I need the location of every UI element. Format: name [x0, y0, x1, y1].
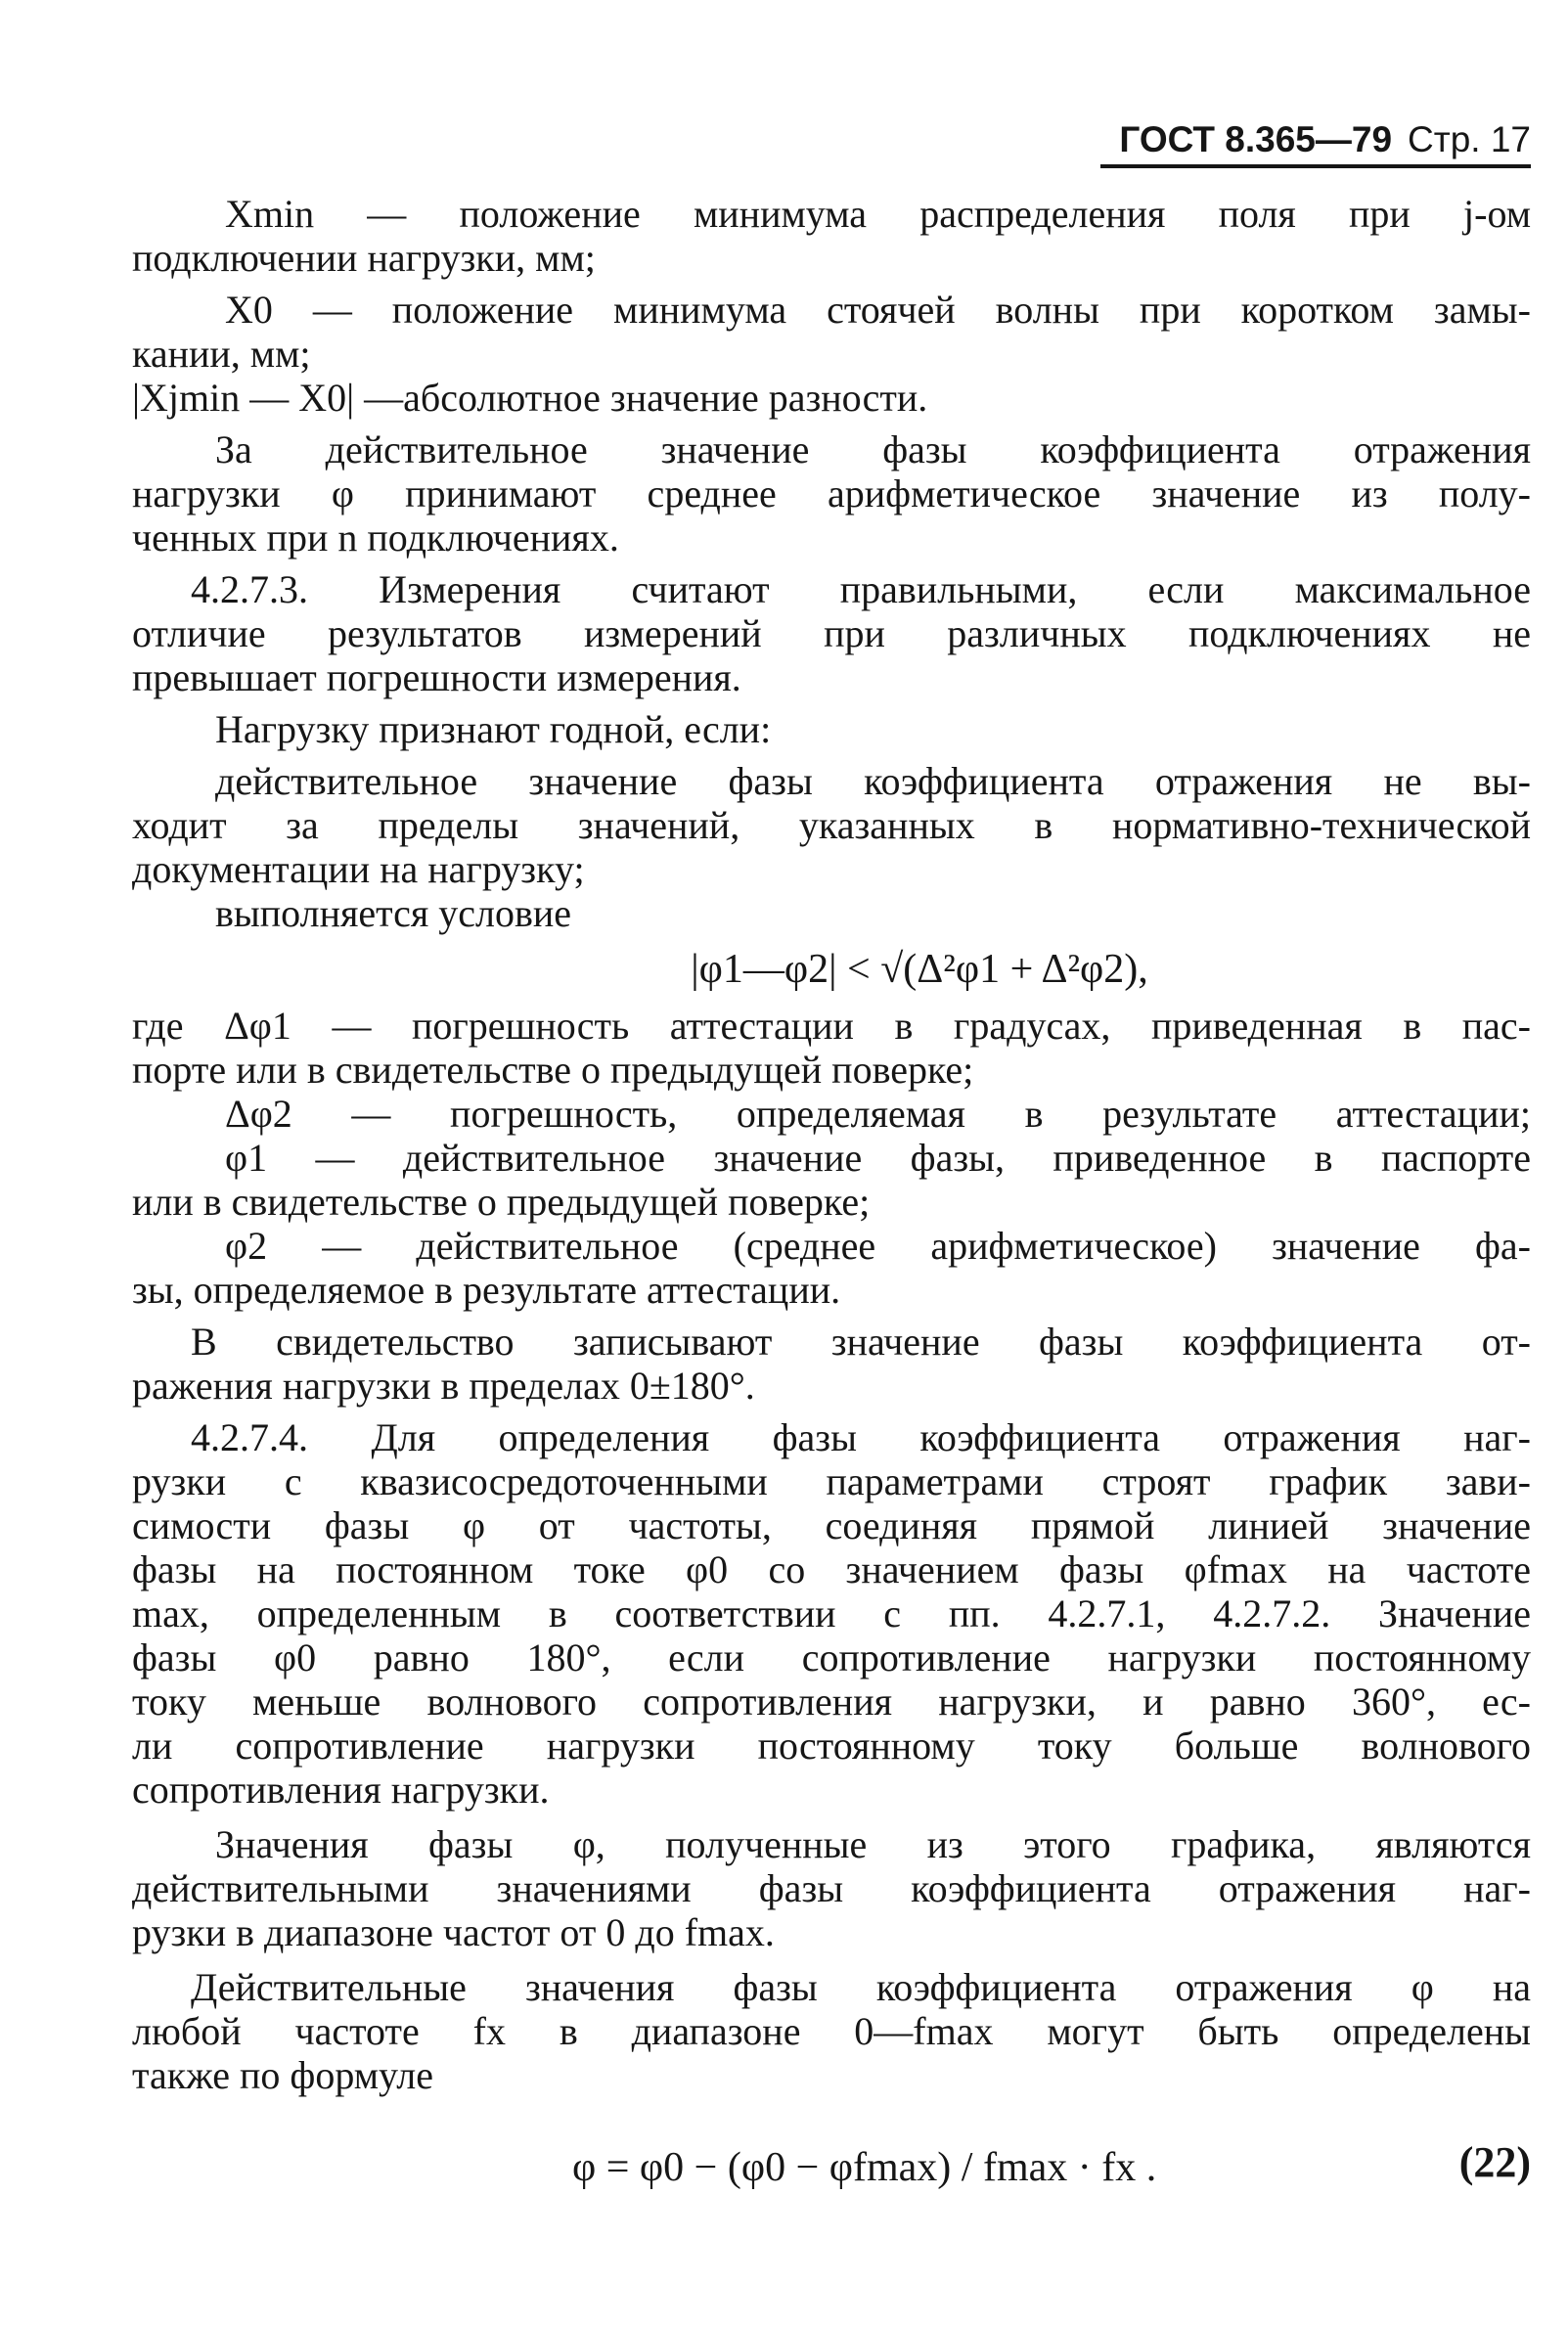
text-line: фазы φ0 равно 180°, если сопротивление нагрузки постоянному	[132, 1635, 1531, 1680]
text-line: X0 — положение минимума стоячей волны при коротком замы-	[225, 288, 1531, 332]
text-line: нагрузки φ принимают среднее арифметическое значение из полу-	[132, 471, 1531, 515]
text-line: документации на нагрузку;	[132, 847, 585, 891]
formula-22-expression: φ = φ0 − (φ0 − φfmax) / fmax · fx .	[572, 2145, 1157, 2190]
text-line: max, определенным в соответствии с пп. 4.2.7.1, 4.2.7.2. Значение	[132, 1591, 1531, 1635]
text-line: фазы на постоянном токе φ0 со значением фазы φfmax на частоте	[132, 1547, 1531, 1591]
standard-number: ГОСТ 8.365—79	[1119, 119, 1393, 159]
formula-22	[132, 2119, 1531, 2217]
text-line: выполняется условие	[215, 891, 572, 935]
text-line: φ2 — действительное (среднее арифметическое) значение фа-	[225, 1224, 1531, 1268]
text-line: где Δφ1 — погрешность аттестации в градусах, приведенная в пас-	[132, 1004, 1531, 1048]
text-line: Действительные значения фазы коэффициента отражения φ на	[191, 1965, 1531, 2009]
text-line: симости фазы φ от частоты, соединяя прямой линией значение	[132, 1503, 1531, 1547]
text-line: току меньше волнового сопротивления нагрузки, и равно 360°, ес-	[132, 1680, 1531, 1724]
text-line: ходит за пределы значений, указанных в нормативно-технической	[132, 803, 1531, 847]
text-line: отличие результатов измерений при различных подключениях не	[132, 611, 1531, 655]
text-line: За действительное значение фазы коэффициента отражения	[215, 427, 1531, 471]
text-line: |Xjmin — X0| —абсолютное значение разности.	[132, 376, 928, 420]
formula-number: (22)	[1458, 2138, 1531, 2186]
text-line: порте или в свидетельстве о предыдущей поверке;	[132, 1048, 974, 1092]
text-line: Δφ2 — погрешность, определяемая в результате аттестации;	[225, 1092, 1531, 1136]
text-line: ли сопротивление нагрузки постоянному току больше волнового	[132, 1724, 1531, 1768]
text-line: зы, определяемое в результате аттестации.	[132, 1268, 841, 1312]
text-line: φ1 — действительное значение фазы, приведенное в паспорте	[225, 1136, 1531, 1180]
text-line: 4.2.7.3. Измерения считают правильными, если максимальное	[191, 567, 1531, 611]
text-line: В свидетельство записывают значение фазы коэффициента от-	[191, 1320, 1531, 1364]
text-line: 4.2.7.4. Для определения фазы коэффициента отражения наг-	[191, 1415, 1531, 1459]
condition-formula: |φ1—φ2| < √(Δ²φ1 + Δ²φ2),	[691, 947, 1148, 992]
text-line: действительное значение фазы коэффициента отражения не вы-	[215, 759, 1531, 803]
body-text	[132, 192, 1531, 2217]
page-header	[1100, 115, 1531, 168]
text-line: сопротивления нагрузки.	[132, 1768, 550, 1812]
text-line: превышает погрешности измерения.	[132, 655, 741, 699]
text-line: рузки с квазисосредоточенными параметрами строят график зави-	[132, 1459, 1531, 1503]
text-line: ражения нагрузки в пределах 0±180°.	[132, 1364, 755, 1408]
text-line: или в свидетельстве о предыдущей поверке;	[132, 1180, 871, 1224]
text-line: Нагрузку признают годной, если:	[215, 707, 772, 751]
text-line: действительными значениями фазы коэффициента отражения наг-	[132, 1866, 1531, 1910]
text-line: также по формуле	[132, 2053, 434, 2097]
text-line: Xmin — положение минимума распределения поля при j-ом	[225, 192, 1531, 236]
text-line: ченных при n подключениях.	[132, 515, 619, 560]
page-number: Стр. 17	[1408, 119, 1531, 159]
text-line: любой частоте fx в диапазоне 0—fmax могут быть определены	[132, 2009, 1531, 2053]
text-line: кании, мм;	[132, 332, 311, 376]
text-line: Значения фазы φ, полученные из этого графика, являются	[215, 1822, 1531, 1866]
text-line: рузки в диапазоне частот от 0 до fmax.	[132, 1910, 775, 1954]
text-line: подключении нагрузки, мм;	[132, 236, 596, 280]
